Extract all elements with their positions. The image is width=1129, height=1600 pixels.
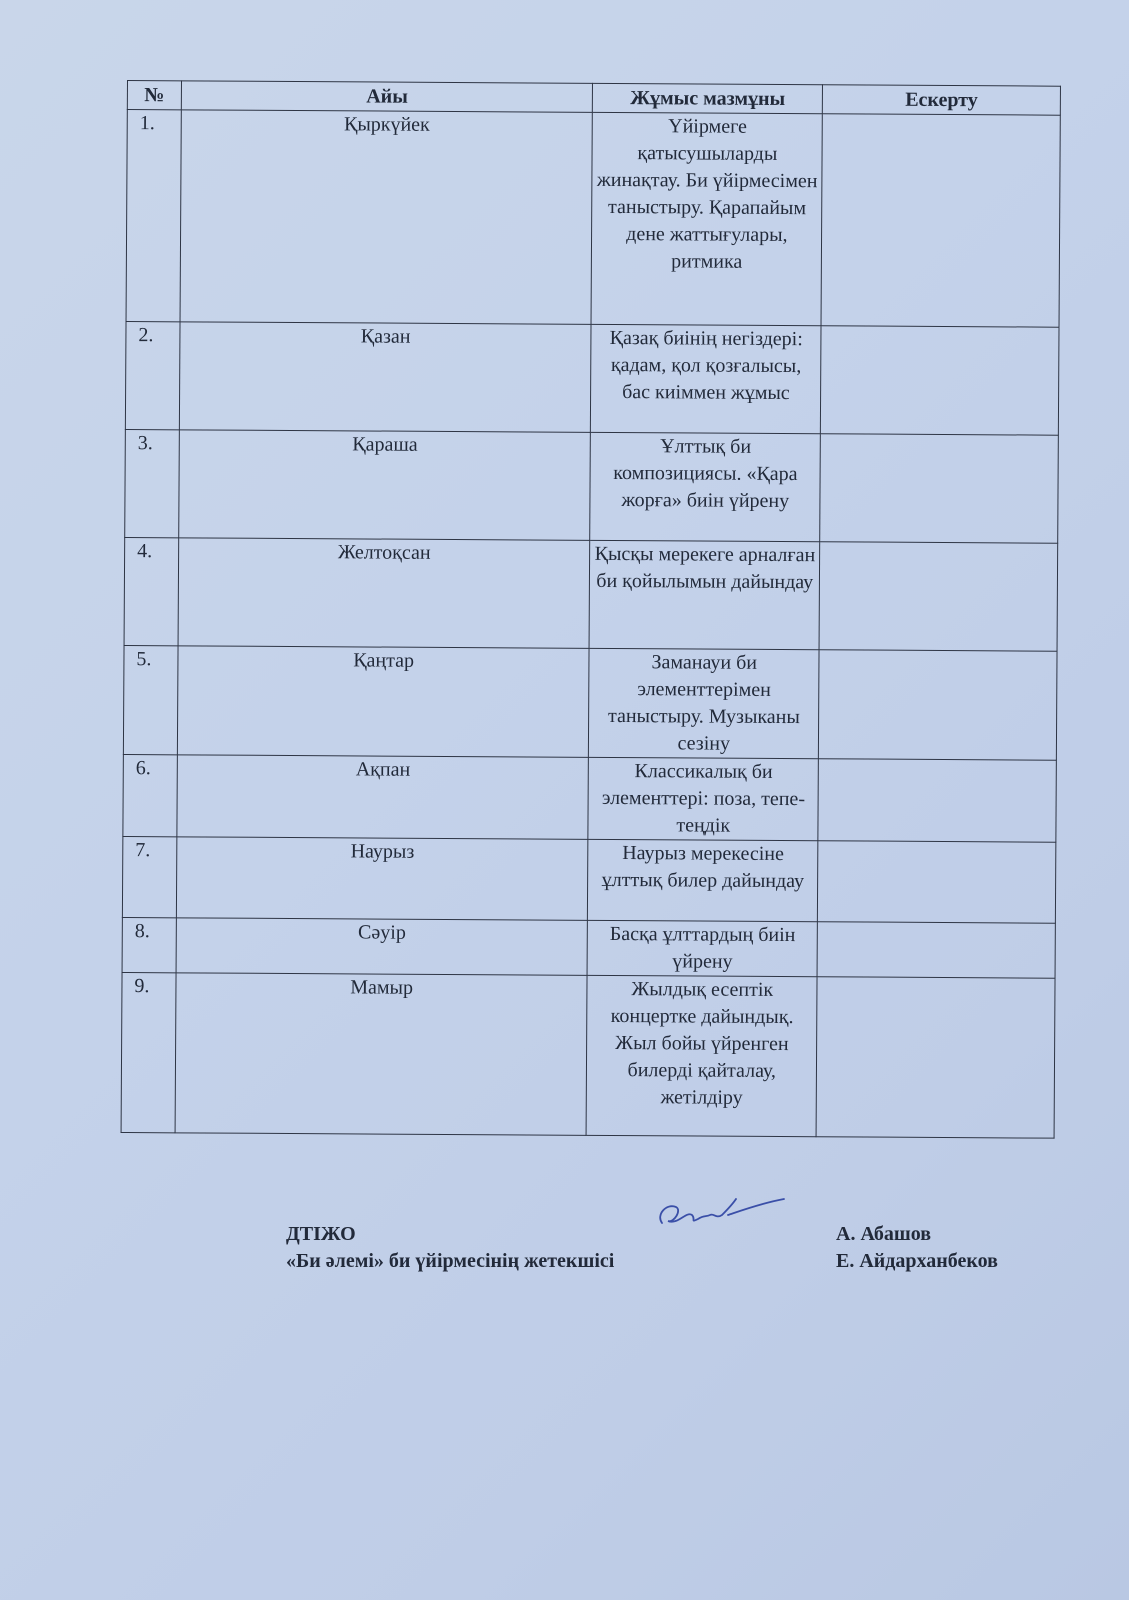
- row-note: [821, 114, 1060, 327]
- row-note: [820, 434, 1058, 543]
- row-content: Наурыз мерекесіне ұлттық билер дайындау: [588, 839, 818, 921]
- row-month: Мамыр: [175, 973, 587, 1136]
- row-note: [817, 922, 1055, 978]
- table-row: [122, 836, 1055, 923]
- row-month: Ақпан: [177, 755, 589, 840]
- row-month: Наурыз: [176, 837, 588, 921]
- row-number: 3.: [125, 429, 180, 537]
- table-row: [121, 972, 1055, 1138]
- row-note: [821, 326, 1059, 435]
- row-content: Заманауи би элементтерімен таныстыру. Музыканы сезіну: [589, 648, 820, 758]
- footer-name-1: А. Абашов: [836, 1223, 932, 1245]
- header-number: №: [127, 81, 181, 110]
- row-content: Қысқы мерекеге арналған би қойылымын дайындау: [589, 540, 819, 649]
- signature-image: [652, 1185, 792, 1235]
- footer-signatory-block: [286, 1221, 614, 1275]
- table-row: [125, 321, 1059, 435]
- row-month: Қараша: [179, 430, 591, 541]
- row-content: Қазақ биінің негіздері: қадам, қол қозғалысы, бас киіммен жұмыс: [591, 324, 821, 433]
- row-month: Желтоқсан: [178, 538, 590, 649]
- row-content: Үйірмеге қатысушыларды жинақтау. Би үйірмесімен таныстыру. Қарапайым дене жаттығулары, ритмика: [591, 112, 822, 325]
- footer-names-block: [836, 1221, 998, 1275]
- table-row: [126, 110, 1060, 328]
- row-note: [818, 841, 1056, 923]
- row-number: 9.: [121, 972, 176, 1132]
- row-number: 7.: [122, 836, 176, 917]
- row-note: [816, 977, 1055, 1138]
- table-row: [124, 537, 1058, 651]
- row-number: 2.: [125, 321, 180, 429]
- row-month: Қыркүйек: [180, 110, 593, 325]
- table-row: [125, 429, 1059, 543]
- footer-org: ДТІЖО: [286, 1223, 356, 1245]
- header-content: Жұмыс мазмұны: [593, 83, 823, 113]
- row-number: 1.: [126, 110, 181, 322]
- row-content: Жылдық есептік концертке дайындық. Жыл бойы үйренген билерді қайталау, жетілдіру: [586, 975, 817, 1136]
- row-number: 6.: [123, 754, 177, 836]
- row-note: [819, 542, 1057, 651]
- footer-role: «Би әлемі» би үйірмесінің жетекшісі: [286, 1250, 615, 1272]
- row-number: 4.: [124, 537, 179, 645]
- row-content: Ұлттық би композициясы. «Қара жорға» биін үйрену: [590, 432, 820, 541]
- work-plan-table: [121, 80, 1061, 1139]
- table-row: [123, 645, 1057, 760]
- row-content: Басқа ұлттардың биін үйрену: [587, 920, 817, 976]
- row-month: Сәуір: [176, 918, 588, 976]
- row-content: Классикалық би элементтері: поза, тепе-теңдік: [588, 757, 818, 840]
- row-month: Қазан: [179, 322, 591, 433]
- table-row: [123, 754, 1056, 842]
- table-row: [122, 917, 1055, 978]
- footer-name-2: Е. Айдарханбеков: [836, 1250, 998, 1272]
- row-number: 5.: [123, 645, 178, 754]
- header-note: Ескерту: [823, 85, 1061, 115]
- row-note: [819, 650, 1057, 760]
- row-number: 8.: [122, 917, 176, 972]
- row-month: Қаңтар: [177, 646, 589, 758]
- header-month: Айы: [181, 81, 593, 113]
- row-note: [818, 759, 1056, 842]
